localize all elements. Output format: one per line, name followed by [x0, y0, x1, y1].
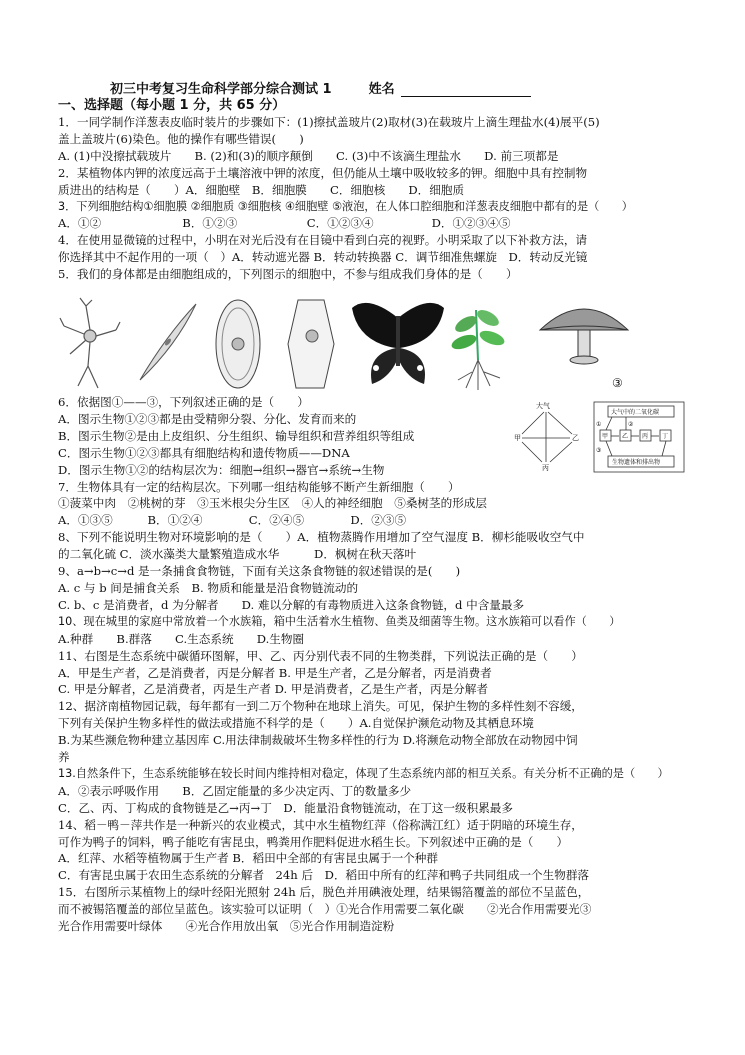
- label-d-ding: 丁: [662, 433, 669, 440]
- label-d-bing: 丙: [642, 433, 649, 440]
- text-line: 你选择其中不起作用的一项（ ）A．转动遮光器 B．转动转换器 C．调节细准焦螺旋 D．转动反光镜: [58, 250, 588, 265]
- text-line: A.种群 B.群落 C.生态系统 D.生物圈: [58, 631, 305, 646]
- label-atmosphere: 大气: [536, 402, 550, 410]
- label-remains: 生物遗体和排出物: [612, 459, 661, 466]
- text-line: 8、下列不能说明生物对环境影响的是（ ）A．植物蒸腾作用增加了空气湿度 B．柳杉能吸收空气中: [58, 530, 585, 545]
- text-line: A．①② B．①②③ C．①②③④ D．①②③④⑤: [58, 216, 511, 231]
- text-line: 13.自然条件下，生态系统能够在较长时间内维持相对稳定，体现了生态系统内部的相互关系。有关分析不正确的是（ ）: [58, 766, 669, 780]
- mushroom-image: [536, 296, 632, 366]
- text-line: 1．一同学制作洋葱表皮临时装片的步骤如下：(1)擦拭盖玻片(2)取材(3)在载玻片上滴生理盐水(4)展平(5): [58, 115, 600, 129]
- text-line: A．图示生物①②③都是由受精卵分裂、分化、发育而来的: [58, 411, 357, 426]
- text-line: 12、据济南植物园记载，每年都有一到二万个物种在地球上消失。可见，保护生物的多样性刻不容缓，: [58, 699, 583, 714]
- text-line: A. (1)中没擦拭载玻片 B. (2)和(3)的顺序颠倒 C. (3)中不该滴生理盐水 D. 前三项都是: [58, 148, 559, 163]
- text-line: 质进出的结构是（ ）A．细胞壁 B．细胞膜 C．细胞核 D．细胞质: [58, 182, 465, 197]
- text-line: 14、稻－鸭－萍共作是一种新兴的农业模式，其中水生植物红萍（俗称满江红）适于阴暗的环境生存，: [58, 817, 583, 832]
- name-blank: [401, 84, 531, 97]
- plant-cell-image-2: [280, 296, 340, 392]
- text-line: C．图示生物①②③都具有细胞结构和遗传物质——DNA: [58, 445, 350, 460]
- text-line: 盖上盖玻片(6)染色。他的操作有哪些错误( ): [58, 131, 304, 146]
- text-line: 3．下列细胞结构①细胞膜 ②细胞质 ③细胞核 ④细胞壁 ⑤液泡，在人体口腔细胞和洋葱表皮细胞中都有的是（ ）: [58, 199, 633, 213]
- name-label: 姓名: [368, 82, 395, 97]
- label-n2: ②: [628, 421, 634, 428]
- text-line: A. c 与 b 间是捕食关系 B. 物质和能量是沿食物链流动的: [58, 580, 359, 595]
- title-text: 初三中考复习生命科学部分综合测试 1: [110, 82, 332, 97]
- label-n3: ③: [596, 447, 602, 454]
- text-line: C．乙、丙、丁构成的食物链是乙→丙→丁 D．能量沿食物链流动，在丁这一级积累最多: [58, 800, 513, 815]
- plant-cell-image-1: [208, 296, 268, 392]
- questions-part-1: [58, 114, 698, 283]
- carbon-cycle-diagrams: [512, 400, 688, 474]
- label-d-jia: 甲: [602, 433, 609, 440]
- text-line: C．有害昆虫属于农田生态系统的分解者 24h 后 D．稻田中所有的红萍和鸭子共同组成一个生物群落: [58, 868, 590, 883]
- text-line: C. b、c 是消费者，d 为分解者 D. 难以分解的有毒物质进入这条食物链，d 中含量最多: [58, 597, 525, 612]
- text-line: B．图示生物②是由上皮组织、分生组织、输导组织和营养组织等组成: [58, 428, 415, 443]
- label-d-yi: 乙: [622, 433, 629, 440]
- figure-label-3: ③: [612, 376, 623, 390]
- text-line: 7．生物体具有一定的结构层次。下列哪一组结构能够不断产生新细胞（ ）: [58, 479, 460, 494]
- section-heading: 一、选择题（每小题 1 分，共 65 分）: [58, 98, 286, 113]
- text-line: 11、右图是生态系统中碳循环图解，甲、乙、丙分别代表不同的生物类群，下列说法正确的是（ ）: [58, 648, 583, 663]
- text-line: A．②表示呼吸作用 B．乙固定能量的多少决定丙、丁的数量多少: [58, 783, 412, 798]
- cell-images-row: [58, 296, 698, 392]
- text-line: 15．右图所示某植物上的绿叶经阳光照射 24h 后，脱色并用碘液处理，结果锡箔覆盖的部位不呈蓝色，: [58, 885, 590, 900]
- text-line: ①菠菜中肉 ②桃树的芽 ③玉米根尖分生区 ④人的神经细胞 ⑤桑树茎的形成层: [58, 496, 487, 511]
- text-line: 5．我们的身体都是由细胞组成的，下列图示的细胞中，不参与组成我们身体的是（ ）: [58, 267, 518, 282]
- text-line: 下列有关保护生物多样性的做法或措施不科学的是（ ）A.自觉保护濒危动物及其栖息环境: [58, 716, 534, 731]
- label-n1: ①: [596, 421, 602, 428]
- label-yi: 乙: [572, 434, 579, 442]
- muscle-cell-image: [136, 296, 200, 392]
- text-line: 2．某植物体内钾的浓度远高于土壤溶液中钾的浓度，但仍能从土壤中吸收较多的钾。细胞中具有控制物: [58, 165, 588, 180]
- text-line: A．①③⑤ B．①②④ C．②④⑤ D．②③⑤: [58, 513, 407, 528]
- neuron-cell-image: [58, 296, 122, 392]
- text-line: 而不被锡箔覆盖的部位呈蓝色。该实验可以证明（ ）①光合作用需要二氧化碳 ②光合作用需要光③: [58, 902, 592, 917]
- label-bing: 丙: [542, 464, 549, 472]
- label-jia: 甲: [514, 434, 521, 442]
- text-line: B.为某些濒危物种建立基因库 C.用法律制裁破坏生物多样性的行为 D.将濒危动物全部放在动物园中饲: [58, 733, 578, 748]
- text-line: 10、现在城里的家庭中常放着一个水族箱，箱中生活着水生植物、鱼类及细菌等生物。这水族箱可以看作（ ）: [58, 614, 621, 628]
- text-line: C. 甲是分解者，乙是消费者，丙是生产者 D. 甲是消费者，乙是生产者，丙是分解者: [58, 682, 488, 697]
- text-line: A．甲是生产者，乙是消费者，丙是分解者 B. 甲是生产者，乙是分解者，丙是消费者: [58, 665, 492, 680]
- text-line: 光合作用需要叶绿体 ④光合作用放出氧 ⑤光合作用制造淀粉: [58, 919, 395, 934]
- text-line: 养: [58, 750, 70, 765]
- text-line: 9、a→b→c→d 是一条捕食食物链，下面有关这条食物链的叙述错误的是( ): [58, 564, 461, 579]
- plant-seedling-image: [442, 300, 512, 392]
- text-line: 4．在使用显微镜的过程中，小明在对光后没有在目镜中看到白亮的视野。小明采取了以下补救方法，请: [58, 233, 588, 248]
- text-line: D．图示生物①②的结构层次为：细胞→组织→器官→系统→生物: [58, 462, 385, 477]
- text-line: 6．依据图①——③，下列叙述正确的是（ ）: [58, 395, 309, 409]
- questions-part-2: [58, 394, 698, 935]
- label-co2-box: 大气中的二氧化碳: [611, 409, 660, 416]
- text-line: 可作为鸭子的饲料，鸭子能吃有害昆虫，鸭粪用作肥料促进水稻生长。下列叙述中正确的是（ ）: [58, 834, 569, 849]
- text-line: A．红萍、水稻等植物属于生产者 B．稻田中全部的有害昆虫属于一个种群: [58, 851, 438, 866]
- text-line: 的二氧化硫 C．淡水藻类大量繁殖造成水华 D．枫树在秋天落叶: [58, 547, 417, 562]
- butterfly-image: [348, 298, 448, 390]
